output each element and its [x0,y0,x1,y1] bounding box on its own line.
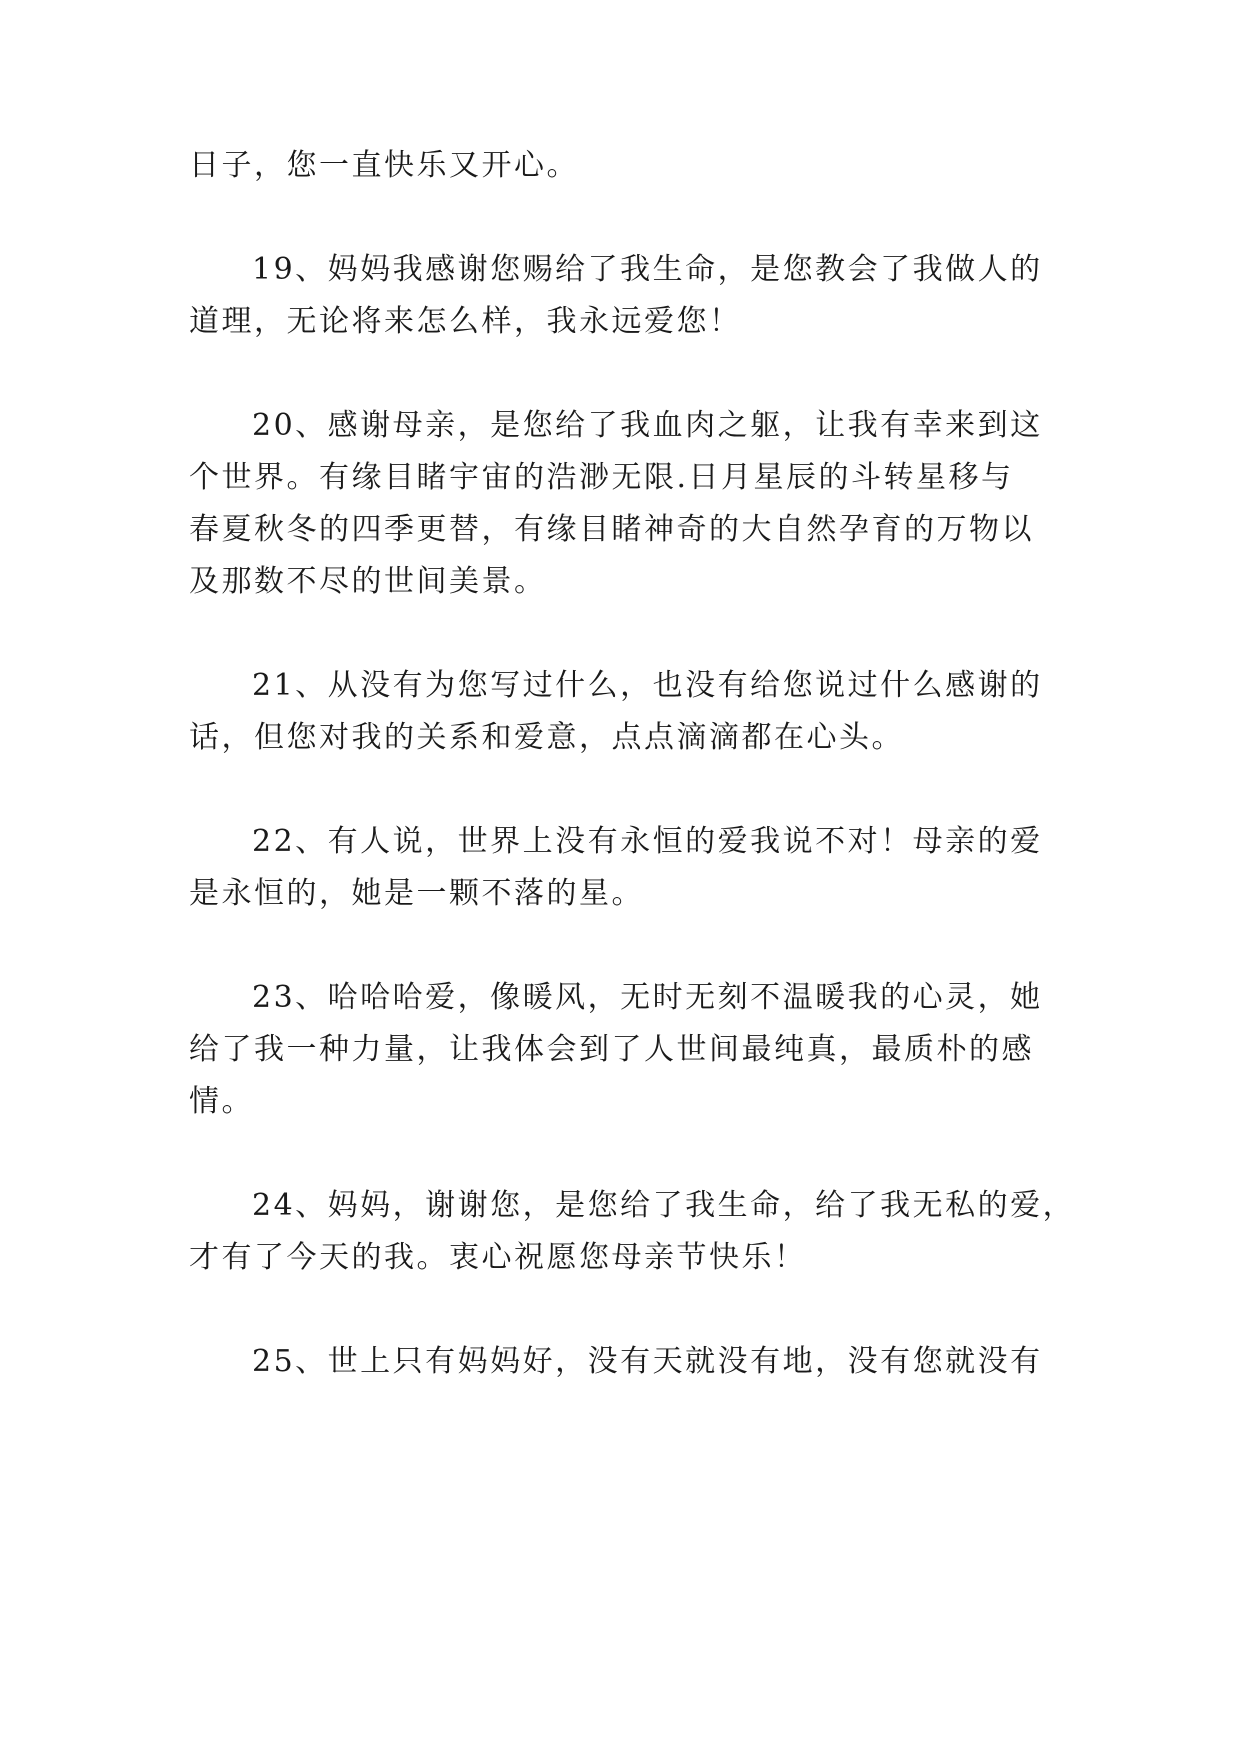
paragraph-20-line-1: 20、感谢母亲，是您给了我血肉之躯，让我有幸来到这 [252,408,1043,443]
paragraph-24-line-2: 才有了今天的我。衷心祝愿您母亲节快乐！ [189,1240,807,1275]
paragraph-19-line-1: 19、妈妈我感谢您赐给了我生命，是您教会了我做人的 [252,252,1043,287]
paragraph-23-line-2: 给了我一种力量，让我体会到了人世间最纯真，最质朴的感 [189,1032,1034,1067]
paragraph-25-line-1: 25、世上只有妈妈好，没有天就没有地，没有您就没有 [252,1344,1043,1379]
paragraph-20-line-4: 及那数不尽的世间美景。 [189,564,547,599]
paragraph-24-line-1: 24、妈妈，谢谢您，是您给了我生命，给了我无私的爱， [252,1188,1076,1223]
paragraph-20-line-2: 个世界。有缘目睹宇宙的浩渺无限.日月星辰的斗转星移与 [189,460,1014,495]
paragraph-21-line-2: 话，但您对我的关系和爱意，点点滴滴都在心头。 [189,720,904,755]
paragraph-continuation-line: 日子，您一直快乐又开心。 [189,148,579,183]
paragraph-19-line-2: 道理，无论将来怎么样，我永远爱您！ [189,304,742,339]
paragraph-22-line-2: 是永恒的，她是一颗不落的星。 [189,876,644,911]
paragraph-22-line-1: 22、有人说，世界上没有永恒的爱我说不对！母亲的爱 [252,824,1043,859]
paragraph-23-line-1: 23、哈哈哈爱，像暖风，无时无刻不温暖我的心灵，她 [252,980,1043,1015]
paragraph-23-line-3: 情。 [189,1084,254,1119]
paragraph-21-line-1: 21、从没有为您写过什么，也没有给您说过什么感谢的 [252,668,1043,703]
paragraph-20-line-3: 春夏秋冬的四季更替，有缘目睹神奇的大自然孕育的万物以 [189,512,1034,547]
